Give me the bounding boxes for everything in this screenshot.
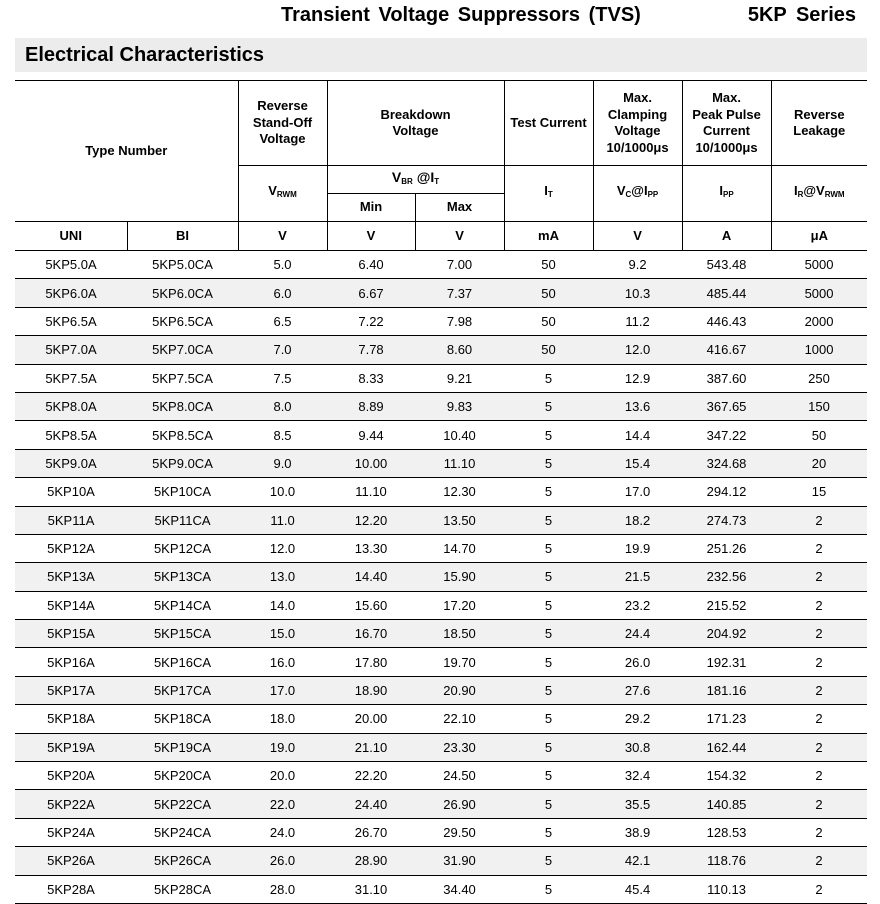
cell-ir: 1000: [771, 336, 867, 364]
table-row: [15, 563, 867, 591]
symbol-vbr-at-it: $V_{BR}$ $@I_T$: [327, 166, 504, 194]
cell-uni-part: 5KP14A: [15, 591, 127, 619]
cell-vbr-max: 23.30: [415, 733, 504, 761]
cell-vc: 27.6: [593, 676, 682, 704]
table-row: [15, 449, 867, 477]
cell-uni-part: 5KP24A: [15, 818, 127, 846]
cell-vc: 23.2: [593, 591, 682, 619]
cell-vc: 15.4: [593, 449, 682, 477]
cell-uni-part: 5KP28A: [15, 875, 127, 903]
table-row: [15, 762, 867, 790]
cell-ir: 50: [771, 421, 867, 449]
cell-vrwm: 13.0: [238, 563, 327, 591]
cell-ir: 2000: [771, 307, 867, 335]
cell-it: 5: [504, 591, 593, 619]
cell-bi-part: 5KP20CA: [127, 762, 238, 790]
unit-it: mA: [504, 222, 593, 251]
cell-vbr-max: 10.40: [415, 421, 504, 449]
cell-ipp: 118.76: [682, 847, 771, 875]
cell-it: 5: [504, 705, 593, 733]
cell-ipp: 446.43: [682, 307, 771, 335]
cell-vbr-max: 24.50: [415, 762, 504, 790]
cell-vbr-max: 8.60: [415, 336, 504, 364]
cell-vbr-max: 9.21: [415, 364, 504, 392]
cell-vbr-max: 7.37: [415, 279, 504, 307]
cell-ipp: 274.73: [682, 506, 771, 534]
cell-ir: 2: [771, 705, 867, 733]
table-row: [15, 620, 867, 648]
units-row: [15, 222, 867, 251]
cell-bi-part: 5KP15CA: [127, 620, 238, 648]
cell-vc: 12.0: [593, 336, 682, 364]
cell-vc: 26.0: [593, 648, 682, 676]
cell-it: 5: [504, 421, 593, 449]
cell-ir: 150: [771, 392, 867, 420]
cell-bi-part: 5KP18CA: [127, 705, 238, 733]
symbol-vc-at-ipp: $V_C@I_{PP}$: [593, 166, 682, 222]
cell-ipp: 367.65: [682, 392, 771, 420]
cell-ipp: 171.23: [682, 705, 771, 733]
cell-ir: 2: [771, 534, 867, 562]
header-peak-pulse-current: Max. Peak Pulse Current 10/1000μs: [682, 81, 771, 166]
cell-uni-part: 5KP10A: [15, 478, 127, 506]
cell-ir: 2: [771, 648, 867, 676]
cell-vrwm: 6.5: [238, 307, 327, 335]
cell-uni-part: 5KP5.0A: [15, 251, 127, 279]
series-name: 5KP Series: [747, 4, 856, 26]
cell-ir: 2: [771, 847, 867, 875]
cell-it: 5: [504, 392, 593, 420]
cell-it: 5: [504, 449, 593, 477]
cell-vc: 10.3: [593, 279, 682, 307]
cell-ir: 2: [771, 762, 867, 790]
cell-vrwm: 14.0: [238, 591, 327, 619]
cell-bi-part: 5KP10CA: [127, 478, 238, 506]
cell-uni-part: 5KP7.0A: [15, 336, 127, 364]
table-row: [15, 506, 867, 534]
cell-vc: 14.4: [593, 421, 682, 449]
cell-vbr-min: 6.67: [327, 279, 415, 307]
cell-it: 5: [504, 847, 593, 875]
header-min: Min: [327, 194, 415, 222]
cell-vrwm: 18.0: [238, 705, 327, 733]
table-row: [15, 534, 867, 562]
cell-it: 50: [504, 279, 593, 307]
document-title: Transient Voltage Suppressors (TVS): [281, 4, 641, 26]
cell-vbr-max: 20.90: [415, 676, 504, 704]
cell-bi-part: 5KP17CA: [127, 676, 238, 704]
cell-vbr-max: 34.40: [415, 875, 504, 903]
unit-vbr-min: V: [327, 222, 415, 251]
cell-vrwm: 7.0: [238, 336, 327, 364]
symbol-ipp: $I_{PP}$: [682, 166, 771, 222]
cell-ir: 2: [771, 790, 867, 818]
cell-vbr-min: 17.80: [327, 648, 415, 676]
cell-vbr-max: 7.00: [415, 251, 504, 279]
cell-vrwm: 22.0: [238, 790, 327, 818]
cell-bi-part: 5KP6.5CA: [127, 307, 238, 335]
table-row: [15, 279, 867, 307]
header-breakdown-voltage: Breakdown Voltage: [327, 81, 504, 166]
cell-ipp: 485.44: [682, 279, 771, 307]
cell-ir: 15: [771, 478, 867, 506]
cell-vbr-min: 14.40: [327, 563, 415, 591]
cell-vc: 11.2: [593, 307, 682, 335]
cell-ipp: 416.67: [682, 336, 771, 364]
cell-bi-part: 5KP8.0CA: [127, 392, 238, 420]
cell-ipp: 128.53: [682, 818, 771, 846]
table-row: [15, 676, 867, 704]
cell-vrwm: 6.0: [238, 279, 327, 307]
cell-vbr-min: 31.10: [327, 875, 415, 903]
cell-uni-part: 5KP19A: [15, 733, 127, 761]
unit-ir: μA: [771, 222, 867, 251]
cell-uni-part: 5KP8.5A: [15, 421, 127, 449]
cell-it: 5: [504, 762, 593, 790]
cell-vc: 18.2: [593, 506, 682, 534]
cell-vbr-min: 8.89: [327, 392, 415, 420]
cell-ipp: 294.12: [682, 478, 771, 506]
cell-ipp: 215.52: [682, 591, 771, 619]
table-row: [15, 847, 867, 875]
cell-vbr-max: 29.50: [415, 818, 504, 846]
cell-ipp: 543.48: [682, 251, 771, 279]
cell-ipp: 154.32: [682, 762, 771, 790]
cell-bi-part: 5KP26CA: [127, 847, 238, 875]
section-header: [15, 38, 867, 72]
cell-vrwm: 20.0: [238, 762, 327, 790]
symbol-it: $I_T$: [504, 166, 593, 222]
cell-ir: 2: [771, 818, 867, 846]
table-row: [15, 336, 867, 364]
cell-vbr-min: 20.00: [327, 705, 415, 733]
cell-bi-part: 5KP19CA: [127, 733, 238, 761]
cell-ir: 2: [771, 591, 867, 619]
header-type-number: Type Number: [15, 81, 238, 222]
cell-ipp: 387.60: [682, 364, 771, 392]
unit-vc: V: [593, 222, 682, 251]
cell-it: 5: [504, 875, 593, 903]
table-row: [15, 364, 867, 392]
cell-ir: 2: [771, 506, 867, 534]
cell-vc: 30.8: [593, 733, 682, 761]
cell-vrwm: 15.0: [238, 620, 327, 648]
cell-vbr-max: 12.30: [415, 478, 504, 506]
cell-it: 50: [504, 251, 593, 279]
cell-ir: 2: [771, 563, 867, 591]
cell-vrwm: 17.0: [238, 676, 327, 704]
cell-vrwm: 7.5: [238, 364, 327, 392]
cell-bi-part: 5KP11CA: [127, 506, 238, 534]
cell-ir: 5000: [771, 279, 867, 307]
table-row: [15, 591, 867, 619]
cell-bi-part: 5KP14CA: [127, 591, 238, 619]
unit-ipp: A: [682, 222, 771, 251]
cell-ipp: 251.26: [682, 534, 771, 562]
table-body: [15, 251, 867, 904]
cell-it: 5: [504, 818, 593, 846]
cell-vbr-min: 12.20: [327, 506, 415, 534]
cell-vrwm: 16.0: [238, 648, 327, 676]
cell-ipp: 324.68: [682, 449, 771, 477]
table-row: [15, 733, 867, 761]
cell-uni-part: 5KP17A: [15, 676, 127, 704]
cell-it: 5: [504, 790, 593, 818]
cell-bi-part: 5KP13CA: [127, 563, 238, 591]
cell-it: 5: [504, 506, 593, 534]
cell-uni-part: 5KP8.0A: [15, 392, 127, 420]
cell-uni-part: 5KP7.5A: [15, 364, 127, 392]
header-test-current: Test Current: [504, 81, 593, 166]
cell-bi-part: 5KP16CA: [127, 648, 238, 676]
cell-vbr-max: 11.10: [415, 449, 504, 477]
cell-ipp: 181.16: [682, 676, 771, 704]
cell-vrwm: 12.0: [238, 534, 327, 562]
unit-vrwm: V: [238, 222, 327, 251]
cell-vrwm: 5.0: [238, 251, 327, 279]
cell-uni-part: 5KP13A: [15, 563, 127, 591]
cell-vbr-max: 9.83: [415, 392, 504, 420]
cell-vbr-min: 13.30: [327, 534, 415, 562]
cell-vbr-max: 19.70: [415, 648, 504, 676]
cell-vbr-max: 15.90: [415, 563, 504, 591]
cell-uni-part: 5KP15A: [15, 620, 127, 648]
cell-vc: 32.4: [593, 762, 682, 790]
cell-vbr-min: 8.33: [327, 364, 415, 392]
cell-ir: 250: [771, 364, 867, 392]
cell-ir: 2: [771, 875, 867, 903]
table-row: [15, 478, 867, 506]
cell-bi-part: 5KP28CA: [127, 875, 238, 903]
unit-uni: UNI: [15, 222, 127, 251]
cell-uni-part: 5KP22A: [15, 790, 127, 818]
header-clamping-voltage: Max. Clamping Voltage 10/1000μs: [593, 81, 682, 166]
cell-vbr-min: 10.00: [327, 449, 415, 477]
cell-vc: 12.9: [593, 364, 682, 392]
cell-vbr-max: 22.10: [415, 705, 504, 733]
cell-vbr-min: 9.44: [327, 421, 415, 449]
cell-ipp: 347.22: [682, 421, 771, 449]
cell-vbr-max: 26.90: [415, 790, 504, 818]
table-row: [15, 421, 867, 449]
cell-it: 5: [504, 620, 593, 648]
cell-vbr-min: 15.60: [327, 591, 415, 619]
cell-vbr-min: 7.78: [327, 336, 415, 364]
cell-it: 50: [504, 336, 593, 364]
table-row: [15, 705, 867, 733]
cell-vrwm: 8.0: [238, 392, 327, 420]
header-max: Max: [415, 194, 504, 222]
cell-bi-part: 5KP7.5CA: [127, 364, 238, 392]
cell-vbr-max: 31.90: [415, 847, 504, 875]
cell-ir: 5000: [771, 251, 867, 279]
cell-vbr-max: 17.20: [415, 591, 504, 619]
cell-bi-part: 5KP22CA: [127, 790, 238, 818]
unit-vbr-max: V: [415, 222, 504, 251]
cell-uni-part: 5KP20A: [15, 762, 127, 790]
cell-it: 5: [504, 563, 593, 591]
cell-vbr-min: 11.10: [327, 478, 415, 506]
cell-vrwm: 26.0: [238, 847, 327, 875]
cell-vbr-min: 28.90: [327, 847, 415, 875]
table-row: [15, 875, 867, 903]
section-title: Electrical Characteristics: [25, 44, 265, 66]
cell-ir: 2: [771, 620, 867, 648]
cell-vc: 21.5: [593, 563, 682, 591]
cell-bi-part: 5KP5.0CA: [127, 251, 238, 279]
cell-it: 5: [504, 364, 593, 392]
cell-ipp: 140.85: [682, 790, 771, 818]
cell-vrwm: 9.0: [238, 449, 327, 477]
cell-ipp: 232.56: [682, 563, 771, 591]
cell-vbr-max: 14.70: [415, 534, 504, 562]
cell-ipp: 192.31: [682, 648, 771, 676]
electrical-characteristics-table: [15, 80, 867, 904]
cell-vbr-max: 7.98: [415, 307, 504, 335]
cell-vc: 19.9: [593, 534, 682, 562]
cell-uni-part: 5KP18A: [15, 705, 127, 733]
cell-vrwm: 28.0: [238, 875, 327, 903]
cell-bi-part: 5KP12CA: [127, 534, 238, 562]
cell-uni-part: 5KP26A: [15, 847, 127, 875]
table-row: [15, 790, 867, 818]
symbol-vrwm: $V_{RWM}$: [238, 166, 327, 222]
table-row: [15, 392, 867, 420]
cell-vbr-min: 7.22: [327, 307, 415, 335]
cell-ir: 2: [771, 733, 867, 761]
cell-bi-part: 5KP6.0CA: [127, 279, 238, 307]
cell-vc: 24.4: [593, 620, 682, 648]
cell-vc: 9.2: [593, 251, 682, 279]
cell-vc: 35.5: [593, 790, 682, 818]
cell-it: 5: [504, 534, 593, 562]
table-row: [15, 648, 867, 676]
cell-it: 5: [504, 648, 593, 676]
cell-vbr-min: 6.40: [327, 251, 415, 279]
header-reverse-standoff: Reverse Stand-Off Voltage: [238, 81, 327, 166]
table-row: [15, 818, 867, 846]
cell-vbr-min: 18.90: [327, 676, 415, 704]
cell-uni-part: 5KP16A: [15, 648, 127, 676]
table-row: [15, 251, 867, 279]
cell-vbr-min: 26.70: [327, 818, 415, 846]
cell-bi-part: 5KP8.5CA: [127, 421, 238, 449]
cell-vc: 42.1: [593, 847, 682, 875]
cell-vc: 38.9: [593, 818, 682, 846]
cell-vc: 17.0: [593, 478, 682, 506]
cell-uni-part: 5KP9.0A: [15, 449, 127, 477]
cell-it: 5: [504, 676, 593, 704]
cell-vrwm: 24.0: [238, 818, 327, 846]
cell-ipp: 204.92: [682, 620, 771, 648]
cell-bi-part: 5KP9.0CA: [127, 449, 238, 477]
cell-uni-part: 5KP12A: [15, 534, 127, 562]
cell-vc: 13.6: [593, 392, 682, 420]
cell-vrwm: 19.0: [238, 733, 327, 761]
cell-it: 50: [504, 307, 593, 335]
header-reverse-leakage: Reverse Leakage: [771, 81, 867, 166]
cell-ipp: 162.44: [682, 733, 771, 761]
cell-vbr-min: 16.70: [327, 620, 415, 648]
cell-it: 5: [504, 478, 593, 506]
cell-vc: 45.4: [593, 875, 682, 903]
cell-vbr-min: 24.40: [327, 790, 415, 818]
page-header: [0, 0, 880, 34]
symbol-ir-at-vrwm: $I_R@V_{RWM}$: [771, 166, 867, 222]
cell-ir: 20: [771, 449, 867, 477]
cell-vrwm: 11.0: [238, 506, 327, 534]
cell-ipp: 110.13: [682, 875, 771, 903]
cell-vbr-max: 18.50: [415, 620, 504, 648]
cell-vrwm: 10.0: [238, 478, 327, 506]
cell-bi-part: 5KP24CA: [127, 818, 238, 846]
unit-bi: BI: [127, 222, 238, 251]
cell-vc: 29.2: [593, 705, 682, 733]
cell-bi-part: 5KP7.0CA: [127, 336, 238, 364]
cell-vrwm: 8.5: [238, 421, 327, 449]
cell-it: 5: [504, 733, 593, 761]
cell-vbr-min: 21.10: [327, 733, 415, 761]
cell-uni-part: 5KP6.0A: [15, 279, 127, 307]
table-row: [15, 307, 867, 335]
cell-ir: 2: [771, 676, 867, 704]
cell-uni-part: 5KP6.5A: [15, 307, 127, 335]
cell-vbr-max: 13.50: [415, 506, 504, 534]
cell-vbr-min: 22.20: [327, 762, 415, 790]
cell-uni-part: 5KP11A: [15, 506, 127, 534]
